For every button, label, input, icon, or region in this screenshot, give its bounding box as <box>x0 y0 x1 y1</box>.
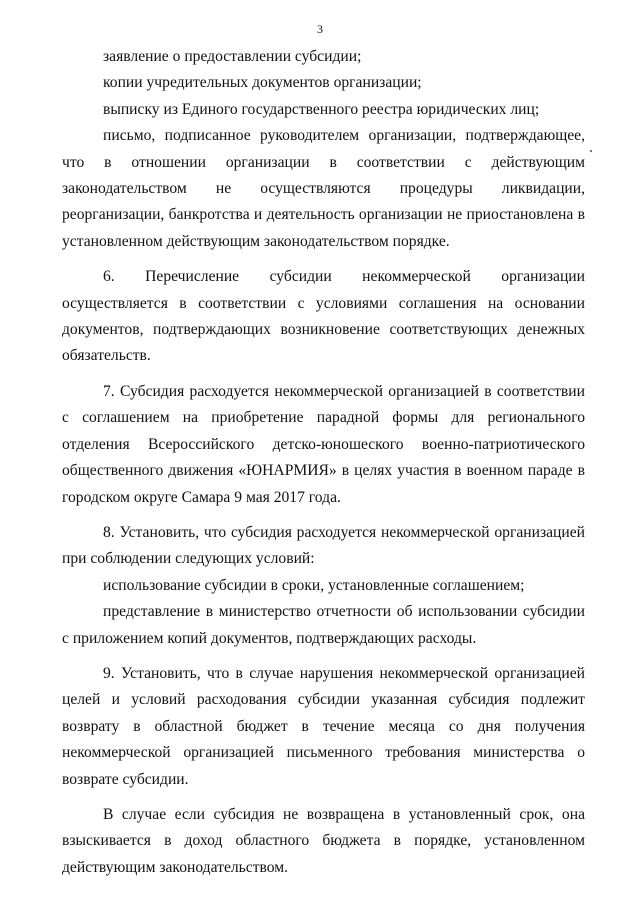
paragraph-item-8: 8. Установить, что субсидия расходуется некоммерческой организацией при соблюдении следующих условий: <box>62 523 585 568</box>
paragraph-item-6: 6. Перечисление субсидии некоммерческой организации осуществляется в соответствии с условиями соглашения на основании документов, подтверждающих возникновение соответствующих денежных обязательств. <box>62 268 585 365</box>
document-body <box>62 44 585 881</box>
paragraph-registry-extract: выписку из Единого государственного реестра юридических лиц; <box>103 100 540 118</box>
paragraph-charter-copies: копии учредительных документов организации; <box>103 74 422 92</box>
paragraph-recovery: В случае если субсидия не возвращена в установленный срок, она взыскивается в доход областного бюджета в порядке, установленном действующим законодательством. <box>62 805 585 876</box>
paragraph-item-9: 9. Установить, что в случае нарушения некоммерческой организацией целей и условий расходования субсидии указанная субсидия подлежит возврату в областной бюджет в течение месяца со дня получения некоммерческой организацией письменного требования министерства о возврате субсидии. <box>62 664 585 788</box>
paragraph-application: заявление о предоставлении субсидии; <box>103 48 362 65</box>
paragraph-condition-reporting: представление в министерство отчетности об использовании субсидии с приложением копий документов, подтверждающих расходы. <box>62 603 585 647</box>
paragraph-condition-deadline: использование субсидии в сроки, установленные соглашением; <box>103 576 525 594</box>
scan-speck <box>590 150 592 152</box>
paragraph-item-7: 7. Субсидия расходуется некоммерческой организацией в соответствии с соглашением на приобретение парадной формы для регионального отделения Всероссийского детско-юношеского военно-патриотического общественного движения «ЮНАРМИЯ» в целях участия в военном параде в городском округе Самара 9 мая 2017 года. <box>62 382 585 506</box>
page-number: 3 <box>317 22 323 36</box>
paragraph-head-letter: письмо, подписанное руководителем организации, подтверждающее, что в отношении организации в соответствии с действующим законодательством не осуществляются процедуры ликвидации, реорганизации, банкротства и деятельность организации не приостановлена в установленном действующим законодательством порядке. <box>62 127 585 250</box>
